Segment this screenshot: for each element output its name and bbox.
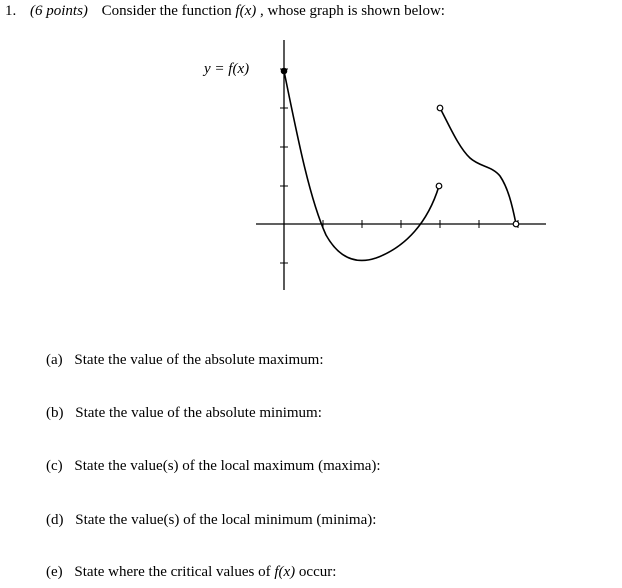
open-endpoint-dot <box>437 105 443 111</box>
question-text: State the value(s) of the local maximum (maxima): <box>74 458 381 474</box>
question-letter: (a) <box>46 352 63 368</box>
question-letter: (e) <box>46 564 63 580</box>
question-b <box>46 405 322 422</box>
problem-statement-start: Consider the function <box>101 3 236 19</box>
question-text: State the value of the absolute maximum: <box>74 352 324 368</box>
question-letter: (d) <box>46 512 64 528</box>
closed-endpoint-dot <box>281 68 287 74</box>
question-text: State the value of the absolute minimum: <box>75 405 322 421</box>
question-function-name: f(x) <box>274 564 296 580</box>
question-d <box>46 512 376 529</box>
problem-points: (6 points) <box>30 3 88 19</box>
graph-label: y = f(x) <box>204 61 250 77</box>
problem-statement-end: , whose graph is shown below: <box>259 3 445 19</box>
question-c <box>46 458 381 475</box>
curve-right-piece <box>440 108 516 224</box>
problem-function-name: f(x) <box>235 3 257 19</box>
question-a <box>46 352 324 369</box>
question-letter: (b) <box>46 405 64 421</box>
question-text: State the value(s) of the local minimum (minima): <box>75 512 377 528</box>
question-letter: (c) <box>46 458 63 474</box>
open-endpoint-dot <box>436 183 442 189</box>
question-e <box>46 564 336 581</box>
question-text: State where the critical values of <box>74 564 275 580</box>
problem-number: 1. <box>5 3 17 19</box>
open-endpoint-dot <box>513 221 519 227</box>
curve-left-piece <box>284 71 439 260</box>
question-text-end: occur: <box>295 564 337 580</box>
